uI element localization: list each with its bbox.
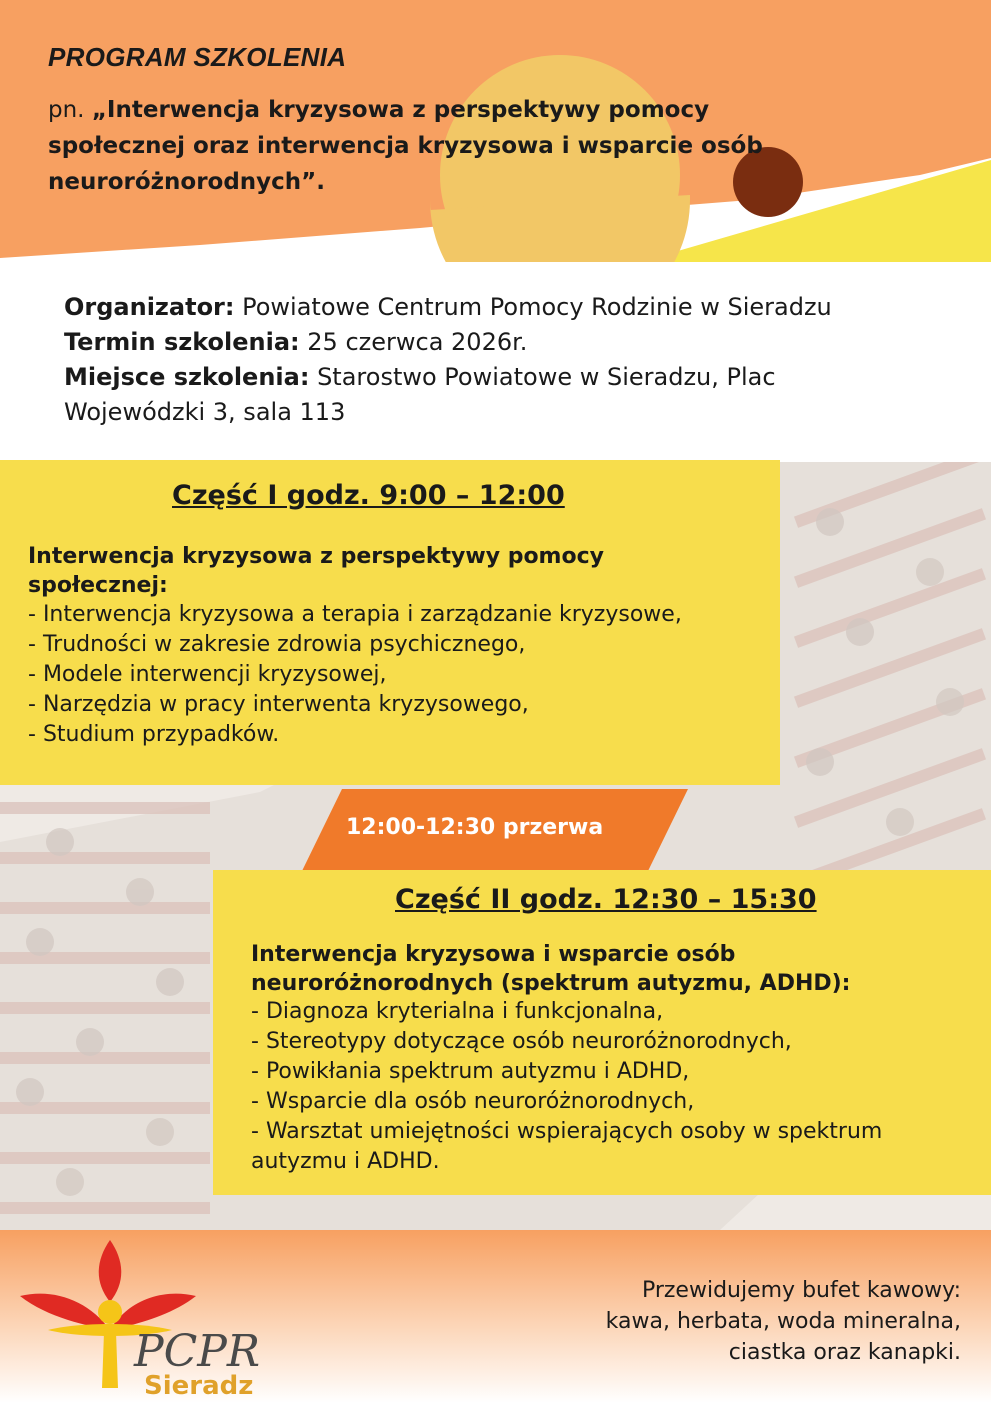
program-title: PROGRAM SZKOLENIA	[48, 42, 347, 72]
list-item: - Diagnoza kryterialna i funkcjonalna,	[251, 997, 951, 1027]
catering-note	[541, 1275, 961, 1368]
organizer-value: Powiatowe Centrum Pomocy Rodzinie w Sieradzu	[234, 293, 832, 321]
part-1-heading: Część I godz. 9:00 – 12:00	[172, 480, 565, 511]
part-2-topic-line-2: neuroróżnorodnych (spektrum autyzmu, ADHD):	[251, 971, 851, 996]
part-1-topic-line-1: Interwencja kryzysowa z perspektywy pomocy	[28, 544, 604, 569]
list-item: - Narzędzia w pracy interwenta kryzysowego,	[28, 690, 768, 720]
list-item: - Studium przypadków.	[28, 720, 768, 750]
list-item: - Powikłania spektrum autyzmu i ADHD,	[251, 1057, 951, 1087]
part-2-heading: Część II godz. 12:30 – 15:30	[395, 884, 817, 915]
catering-line-1: Przewidujemy bufet kawowy:	[641, 1278, 961, 1303]
pcpr-logo	[18, 1238, 278, 1398]
logo-sieradz-text: Sieradz	[144, 1371, 254, 1398]
place-value-line-2: Wojewódzki 3, sala 113	[64, 398, 346, 426]
place-row	[64, 360, 944, 395]
list-item: - Trudności w zakresie zdrowia psychicznego,	[28, 630, 768, 660]
list-item: - Modele interwencji kryzysowej,	[28, 660, 768, 690]
subtitle-prefix: pn.	[48, 97, 92, 123]
list-item: - Wsparcie dla osób neuroróżnorodnych,	[251, 1087, 951, 1117]
part-1-topic-line-2: społecznej:	[28, 573, 168, 598]
part-2-topic-line-1: Interwencja kryzysowa i wsparcie osób	[251, 942, 736, 967]
catering-line-2: kawa, herbata, woda mineralna,	[605, 1309, 961, 1334]
list-item: - Stereotypy dotyczące osób neuroróżnorodnych,	[251, 1027, 951, 1057]
date-value: 25 czerwca 2026r.	[299, 328, 528, 356]
date-row	[64, 325, 944, 360]
break-text: 12:00-12:30 przerwa	[346, 815, 604, 840]
list-item: - Interwencja kryzysowa a terapia i zarządzanie kryzysowe,	[28, 600, 768, 630]
part-1-topic	[28, 542, 748, 600]
part-2-topic	[251, 940, 971, 998]
organizer-label: Organizator:	[64, 293, 235, 321]
list-item: - Warsztat umiejętności wspierających osoby w spektrum autyzmu i ADHD.	[251, 1117, 951, 1177]
subtitle-line-3: neuroróżnorodnych”.	[48, 169, 326, 195]
part-2-list	[251, 997, 951, 1177]
part-1-list	[28, 600, 768, 750]
logo-pcpr-text: PCPR	[134, 1326, 261, 1377]
training-subtitle	[48, 92, 848, 200]
place-value-line-1: Starostwo Powiatowe w Sieradzu, Plac	[309, 363, 776, 391]
organizer-row	[64, 290, 944, 325]
place-label: Miejsce szkolenia:	[64, 363, 310, 391]
part-1-box	[0, 460, 780, 785]
part-2-box	[213, 870, 991, 1195]
subtitle-line-2: społecznej oraz interwencja kryzysowa i wsparcie osób	[48, 133, 763, 159]
subtitle-line-1: „Interwencja kryzysowa z perspektywy pomocy	[91, 97, 710, 123]
date-label: Termin szkolenia:	[64, 328, 300, 356]
training-info	[64, 290, 944, 430]
catering-line-3: ciastka oraz kanapki.	[728, 1340, 961, 1365]
